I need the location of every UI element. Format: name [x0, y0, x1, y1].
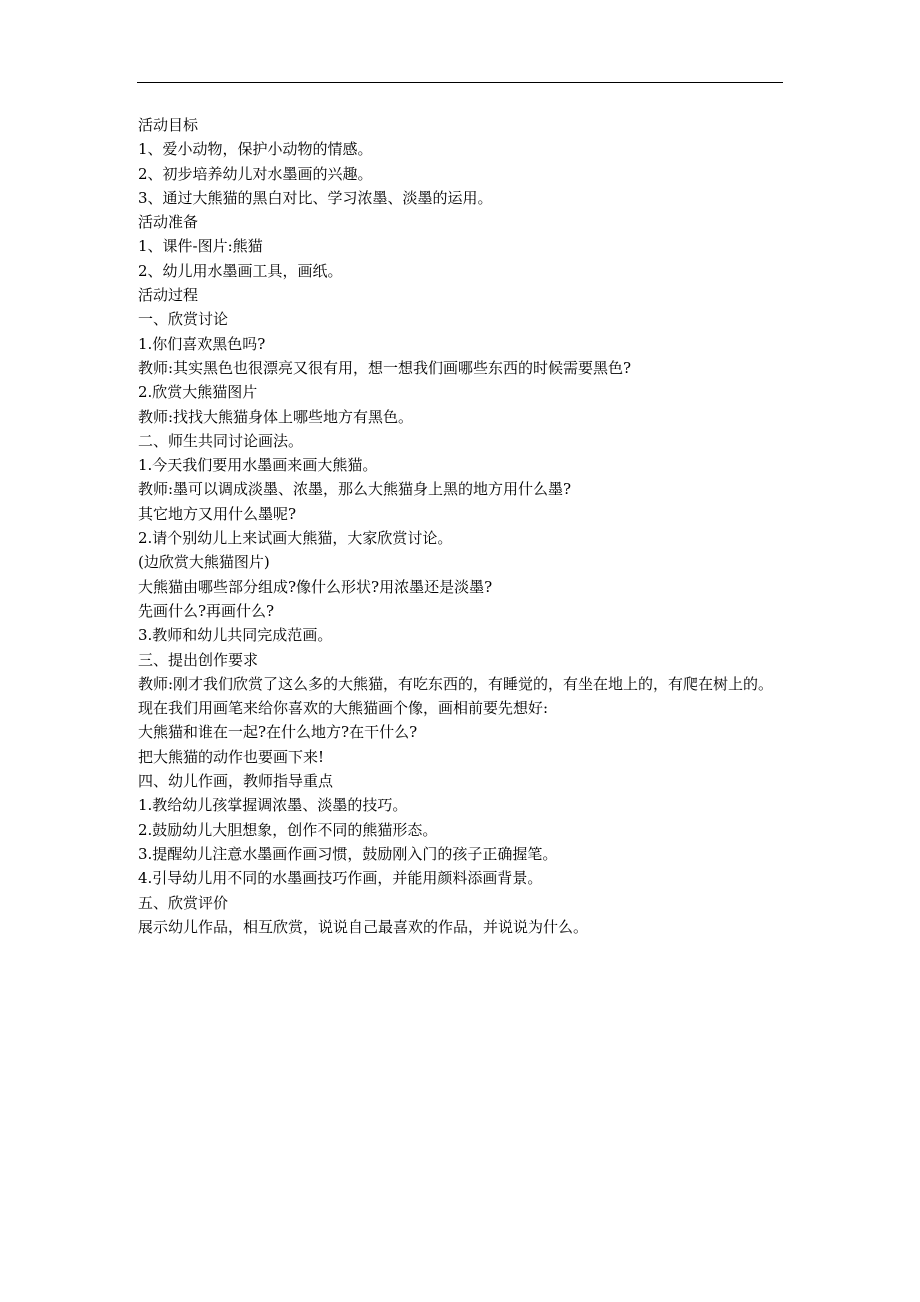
text-line: 4.引导幼儿用不同的水墨画技巧作画，并能用颜料添画背景。	[138, 869, 543, 888]
text-line: 教师:墨可以调成淡墨、浓墨，那么大熊猫身上黑的地方用什么墨?	[138, 480, 572, 499]
preparation-item-2: 2、幼儿用水墨画工具，画纸。	[138, 261, 343, 280]
section-heading-goals: 活动目标	[138, 116, 199, 134]
text-line: 2.鼓励幼儿大胆想象，创作不同的熊猫形态。	[138, 820, 438, 839]
text-line: 其它地方又用什么墨呢?	[138, 504, 297, 523]
text-line: 1.你们喜欢黑色吗?	[138, 334, 266, 353]
goal-item-3: 3、通过大熊猫的黑白对比、学习浓墨、淡墨的运用。	[138, 188, 493, 207]
process-step-1-heading: 一、欣赏讨论	[138, 310, 229, 329]
process-step-3-heading: 三、提出创作要求	[138, 650, 259, 669]
text-line: 2.请个别幼儿上来试画大熊猫，大家欣赏讨论。	[138, 529, 453, 548]
goal-item-1: 1、爱小动物，保护小动物的情感。	[138, 140, 373, 159]
header-rule	[137, 82, 783, 83]
process-step-5-heading: 五、欣赏评价	[138, 893, 229, 912]
document-body	[138, 113, 788, 939]
section-heading-preparation: 活动准备	[138, 213, 199, 232]
text-line: (边欣赏大熊猫图片)	[138, 553, 270, 572]
text-line: 3.教师和幼儿共同完成范画。	[138, 626, 333, 645]
text-line: 大熊猫由哪些部分组成?像什么形状?用浓墨还是淡墨?	[138, 577, 493, 596]
text-line: 2.欣赏大熊猫图片	[138, 383, 258, 402]
text-line: 3.提醒幼儿注意水墨画作画习惯，鼓励刚入门的孩子正确握笔。	[138, 844, 558, 863]
preparation-item-1: 1、课件-图片:熊猫	[138, 237, 263, 256]
text-line: 展示幼儿作品，相互欣赏，说说自己最喜欢的作品，并说说为什么。	[138, 917, 589, 936]
text-line: 教师:其实黑色也很漂亮又很有用，想一想我们画哪些东西的时候需要黑色?	[138, 358, 632, 377]
section-heading-process: 活动过程	[138, 286, 199, 305]
text-line: 1.今天我们要用水墨画来画大熊猫。	[138, 456, 378, 475]
goal-item-2: 2、初步培养幼儿对水墨画的兴趣。	[138, 164, 373, 183]
process-step-4-heading: 四、幼儿作画，教师指导重点	[138, 772, 334, 791]
text-line: 把大熊猫的动作也要画下来!	[138, 747, 325, 766]
text-line: 先画什么?再画什么?	[138, 601, 275, 620]
text-line: 大熊猫和谁在一起?在什么地方?在干什么?	[138, 723, 418, 742]
text-line: 1.教给幼儿孩掌握调浓墨、淡墨的技巧。	[138, 796, 408, 815]
text-line: 教师:找找大熊猫身体上哪些地方有黑色。	[138, 407, 414, 426]
text-line: 现在我们用画笔来给你喜欢的大熊猫画个像，画相前要先想好:	[138, 699, 549, 718]
text-line: 教师:刚才我们欣赏了这么多的大熊猫，有吃东西的，有睡觉的，有坐在地上的，有爬在树上的。	[138, 674, 774, 693]
process-step-2-heading: 二、师生共同讨论画法。	[138, 431, 304, 450]
